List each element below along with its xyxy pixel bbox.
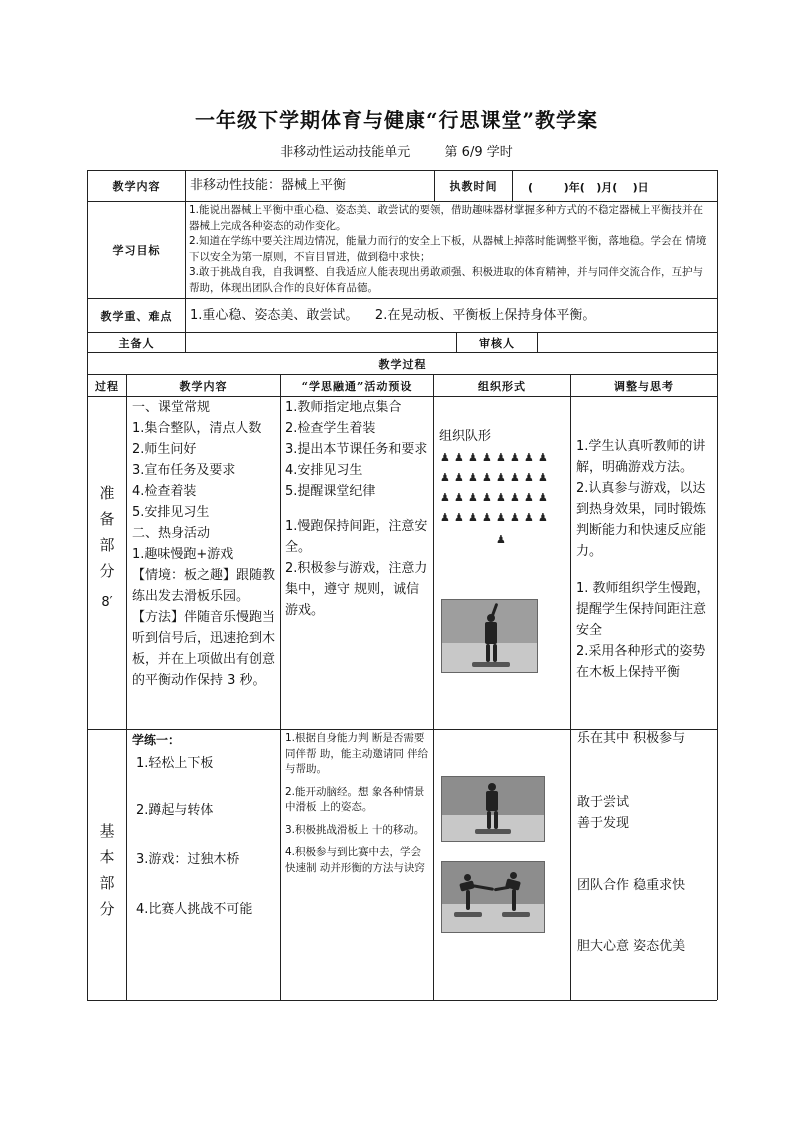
goal-label: 学习目标 (112, 244, 161, 257)
list-item: 2.检查学生着装 (285, 421, 376, 436)
basic-reflection-item: 团队合作 稳重求快 (577, 878, 686, 893)
person-icon: ♟ (496, 491, 506, 504)
basic-item: 4.比赛人挑战不可能 (136, 902, 253, 917)
lesson-number: 第 6/9 学时 (444, 145, 513, 160)
list-item: 2.采用各种形式的姿势在木板上保持平衡 (576, 644, 706, 680)
person-icon: ♟ (524, 491, 534, 504)
list-item: 4.积极参与到比赛中去，学会快速制 动并形衡的方法与诀窍 (285, 846, 425, 874)
basic-item: 1.轻松上下板 (136, 756, 214, 771)
basic-item: 2.蹲起与转体 (136, 803, 214, 818)
prep-reflection (576, 436, 714, 683)
person-icon: ♟ (510, 511, 520, 524)
person-icon: ♟ (454, 451, 464, 464)
formation-diagram (440, 452, 566, 552)
list-item: 【方法】伴随音乐慢跑当听到信号后，迅速抢到木板，并在上项做出有创意的平衡动作保持 3 秒。 (132, 610, 276, 688)
list-item: 2.积极参与游戏，注意力集中，遵守 规则，诚信游戏。 (285, 561, 428, 618)
person-icon: ♟ (510, 471, 520, 484)
person-icon: ♟ (538, 491, 548, 504)
prep-activity (285, 397, 429, 621)
person-icon: ♟ (454, 471, 464, 484)
basic-stage-label: 基 本 部 分 (99, 822, 115, 918)
person-icon: ♟ (482, 511, 492, 524)
unit-name: 非移动性运动技能单元 (280, 145, 411, 160)
goal-item: 3.敢于挑战自我，自我调整、自我适应人能表现出勇敢顽强、积极进取的体育精神，并与同伴交流合作，互护与帮助，体现出团队合作的良好体育品德。 (189, 266, 704, 294)
person-icon: ♟ (524, 471, 534, 484)
basic-reflection-item: 胆大心意 姿态优美 (577, 939, 686, 954)
basic-reflection-item: 善于发现 (577, 816, 630, 831)
person-icon: ♟ (538, 511, 548, 524)
time-value: ( )年( )月( )日 (528, 181, 649, 194)
list-item: 1.慢跑保持间距，注意安全。 (285, 519, 428, 555)
time-label: 执教时间 (449, 180, 498, 193)
person-icon: ♟ (510, 491, 520, 504)
person-icon: ♟ (468, 471, 478, 484)
list-item: 【情境：板之趣】跟随教 练出发去滑板乐园。 (132, 568, 276, 604)
list-item: 4.检查着装 (132, 484, 197, 499)
list-item: 4.安排见习生 (285, 463, 363, 478)
person-icon: ♟ (538, 451, 548, 464)
list-item: 2.师生问好 (132, 442, 197, 457)
list-item: 二、热身活动 (132, 526, 211, 541)
person-icon: ♟ (440, 451, 450, 464)
lead-label: 主备人 (118, 336, 155, 350)
person-icon: ♟ (524, 511, 534, 524)
list-item: 5.安排见习生 (132, 505, 210, 520)
person-icon: ♟ (524, 451, 534, 464)
list-item: 1.趣味慢跑+游戏 (132, 547, 234, 562)
basic-reflection-item: 敢于尝试 (577, 795, 630, 810)
person-icon: ♟ (482, 451, 492, 464)
person-icon: ♟ (538, 471, 548, 484)
pair-balance-photo (441, 861, 545, 933)
prep-duration: 8′ (101, 595, 113, 610)
person-icon: ♟ (468, 511, 478, 524)
balance-photo (441, 776, 545, 842)
goal-item: 1.能说出器械上平衡中重心稳、姿态美、敢尝试的要领，借助趣味器材掌握多种方式的不稳定器械上平衡技并在器械上完成各种姿态的动作变化。 (189, 204, 704, 232)
page-title: 一年级下学期体育与健康“行思课堂”教学案 (194, 108, 598, 132)
content-value: 非移动性技能：器械上平衡 (190, 178, 347, 193)
basic-heading: 学练一： (132, 733, 181, 747)
list-item: 3.积极挑战滑板上 十的移动。 (285, 823, 425, 836)
list-item: 1.教师指定地点集合 (285, 400, 402, 415)
col-header-organization: 组织形式 (478, 379, 526, 393)
warmup-photo (441, 599, 538, 673)
list-item: 3.宣布任务及要求 (132, 463, 236, 478)
goal-list (189, 203, 713, 297)
prep-stage-label: 准 备 部 分 8′ (88, 480, 126, 616)
process-title: 教学过程 (378, 357, 427, 371)
basic-reflection-item: 乐在其中 积极参与 (577, 731, 686, 746)
person-icon: ♟ (440, 471, 450, 484)
person-icon: ♟ (454, 491, 464, 504)
list-item: 1.集合整队，清点人数 (132, 421, 262, 436)
person-icon: ♟ (496, 471, 506, 484)
list-item: 1.学生认真听教师的讲解，明确游戏方法。 (576, 439, 706, 475)
list-item: 3.提出本节课任务和要求 (285, 442, 428, 457)
person-icon: ♟ (510, 451, 520, 464)
basic-activity (285, 731, 429, 876)
col-header-stage: 过程 (95, 379, 119, 393)
list-item: 5.提醒课堂纪律 (285, 484, 376, 499)
goal-item: 2.知道在学练中要关注周边情况，能量力而行的安全上下板，从器械上掉落时能调整平衡，落地稳。学会在 情境下以安全为第一原则，不盲目冒进，做到稳中求快； (189, 235, 707, 263)
person-icon: ♟ (468, 491, 478, 504)
col-header-content: 教学内容 (179, 379, 228, 393)
col-header-reflection: 调整与思考 (614, 379, 674, 393)
person-icon: ♟ (440, 511, 450, 524)
list-item: 2.能开动脑经。想 象各种情景中滑板 上的姿态。 (285, 785, 425, 813)
person-icon: ♟ (496, 451, 506, 464)
key-value: 1.重心稳、姿态美、敢尝试。 2.在晃动板、平衡板上保持身体平衡。 (190, 308, 596, 323)
list-item: 1. 教师组织学生慢跑，提醒学生保持间距注意安全 (576, 581, 710, 638)
list-item: 1.根据自身能力判 断是否需要同伴帮 助，能主动邀请同 伴给与帮助。 (285, 732, 429, 775)
content-label: 教学内容 (112, 180, 161, 193)
person-icon: ♟ (454, 511, 464, 524)
prep-content (132, 397, 276, 691)
person-icon: ♟ (496, 511, 506, 524)
col-header-activity: “学思融通”活动预设 (301, 379, 413, 393)
list-item: 一、课堂常规 (132, 400, 211, 415)
person-icon: ♟ (440, 491, 450, 504)
person-icon: ♟ (482, 471, 492, 484)
basic-item: 3.游戏：过独木桥 (136, 852, 240, 867)
list-item: 2.认真参与游戏，以达到热身效果，同时锻炼判断能力和快速反应能力。 (576, 481, 707, 559)
formation-label: 组织队形 (439, 429, 492, 444)
person-icon: ♟ (482, 491, 492, 504)
person-icon: ♟ (468, 451, 478, 464)
page-subtitle (0, 141, 793, 160)
key-label: 教学重、难点 (100, 309, 173, 323)
review-label: 审核人 (479, 336, 515, 350)
teacher-icon: ♟ (496, 533, 506, 546)
